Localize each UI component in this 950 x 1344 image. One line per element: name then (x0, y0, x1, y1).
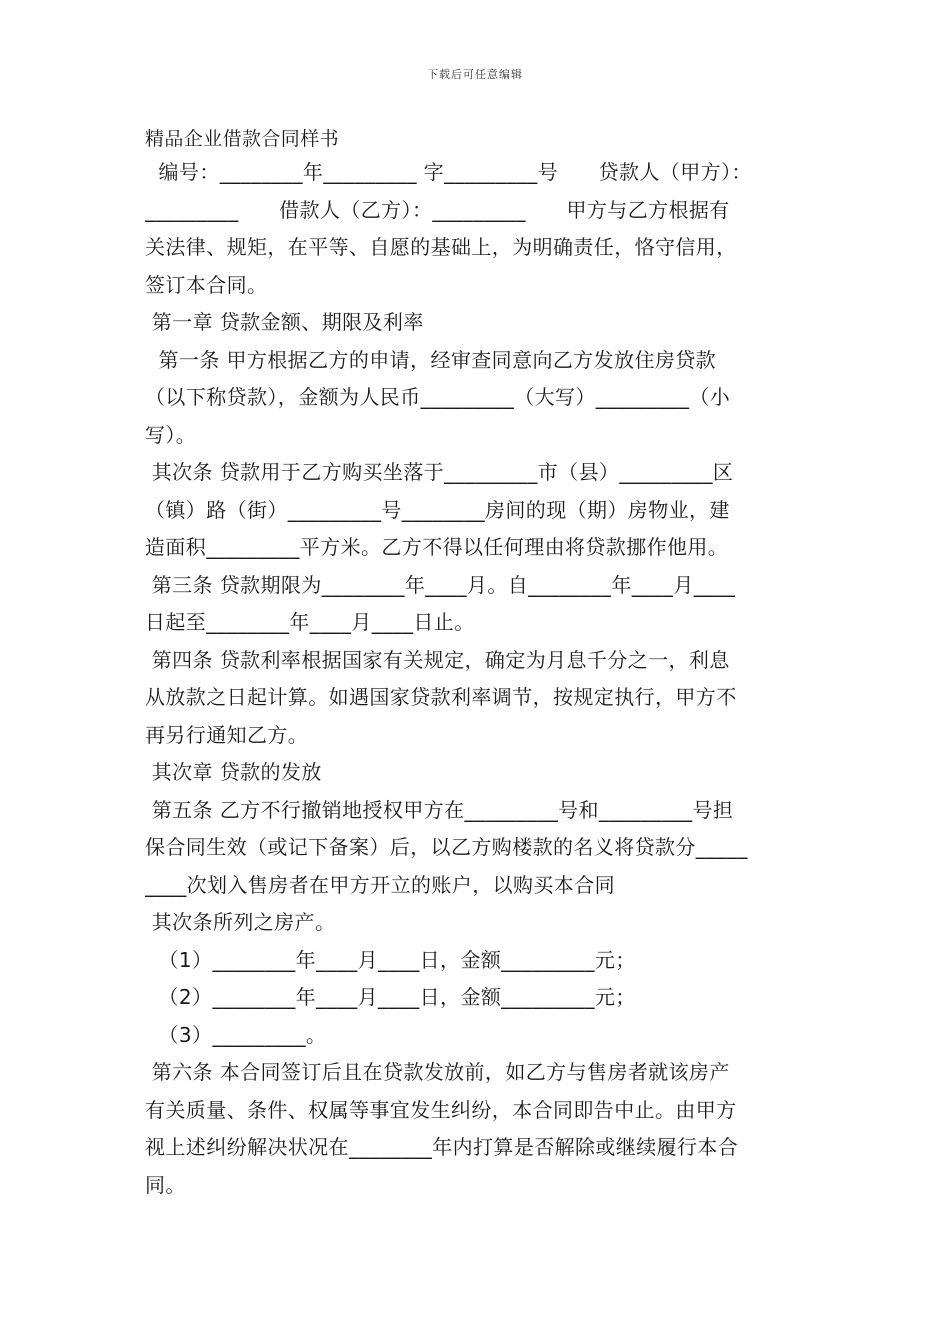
contract-body (145, 124, 809, 1204)
text-line: 造面积_________平方米。乙方不得以任何理由将贷款挪作他用。 (145, 535, 729, 559)
text-line: （以下称贷款），金额为人民币_________（大写）_________（小 (145, 385, 731, 409)
text-line: 第六条 本合同签订后且在贷款发放前，如乙方与售房者就该房产 (145, 1060, 730, 1084)
text-line: （镇）路（街）_________号________房间的现（期）房物业，建 (145, 497, 730, 522)
list-item: （1）________年____月____日，金额_________元； (145, 947, 636, 972)
text-line: 从放款之日起计算。如遇国家贷款利率调节，按规定执行，甲方不 (145, 685, 737, 709)
text-line: 第五条 乙方不行撤销地授权甲方在_________号和_________号担 (145, 797, 734, 822)
list-item: （2）________年____月____日，金额_________元； (145, 985, 636, 1009)
text-line: 视上述纠纷解决状况在________年内打算是否解除或继续履行本合 (145, 1135, 739, 1159)
chapter-heading: 其次章 贷款的发放 (145, 760, 322, 784)
text-line: 同。 (145, 1172, 186, 1197)
contract-title: 精品企业借款合同样书 (145, 128, 340, 150)
text-line: 编号：________年_________ 字_________号 贷款人（甲方）： (145, 160, 752, 184)
text-line: _________ 借款人（乙方）：_________ 甲方与乙方根据有 (145, 197, 730, 222)
text-line: 再另行通知乙方。 (145, 722, 309, 747)
text-line: 第一条 甲方根据乙方的申请，经审查同意向乙方发放住房贷款 (145, 347, 717, 372)
page-header-note: 下载后可任意编辑 (427, 68, 523, 81)
text-line: 日起至________年____月____日止。 (145, 610, 475, 634)
text-line: 第三条 贷款期限为________年____月。自________年____月____ (145, 572, 736, 597)
chapter-heading: 第一章 贷款金额、期限及利率 (145, 310, 424, 334)
text-line: ____次划入售房者在甲方开立的账户，以购买本合同 (145, 872, 615, 897)
text-line: 签订本合同。 (145, 272, 268, 297)
text-line: 写）。 (145, 422, 197, 447)
list-item: （3）_________。 (145, 1022, 327, 1047)
text-line: 其次条 贷款用于乙方购买坐落于_________市（县）_________区 (145, 460, 734, 484)
text-line: 第四条 贷款利率根据国家有关规定，确定为月息千分之一，利息 (145, 647, 730, 672)
text-line: 关法律、规矩，在平等、自愿的基础上，为明确责任，恪守信用， (145, 235, 737, 259)
text-line: 其次条所列之房产。 (145, 910, 336, 934)
text-line: 有关质量、条件、权属等事宜发生纠纷，本合同即告中止。由甲方 (145, 1097, 737, 1122)
text-line: 保合同生效（或记下备案）后，以乙方购楼款的名义将贷款分_____ (145, 835, 748, 859)
